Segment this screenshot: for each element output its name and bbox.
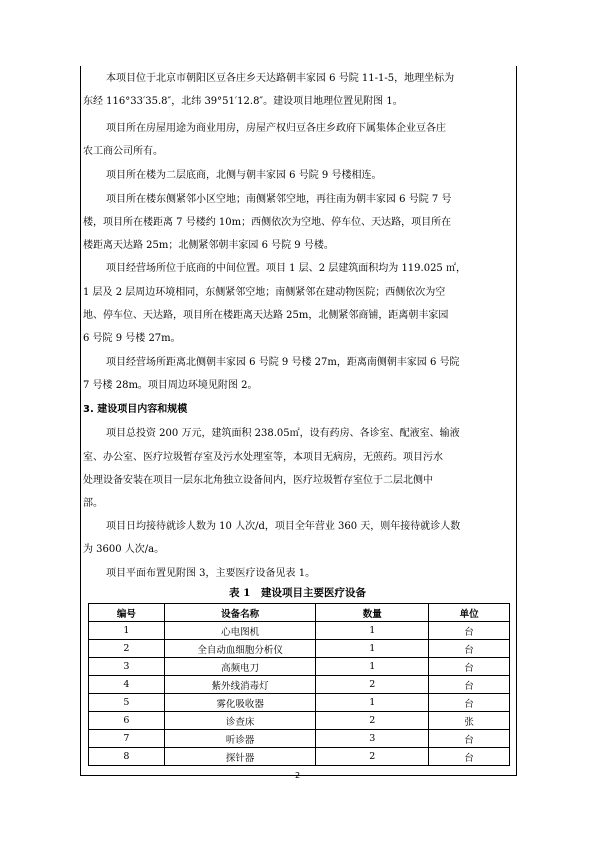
text-line: 1 层及 2 层周边环境相同，东侧紧邻空地；南侧紧邻在建动物医院；西侧依次为空 (83, 287, 446, 298)
text-line: 项目日均接待就诊人数为 10 人次/d，项目全年营业 360 天，则年接待就诊人数 (106, 521, 461, 532)
header-cell: 编号 (89, 604, 165, 622)
cell: 台 (429, 748, 510, 766)
table-row (89, 712, 510, 730)
text-line: 项目平面布置见附图 3，主要医疗设备见表 1。 (106, 568, 316, 579)
text-line: 7 号楼 28m。项目周边环境见附图 2。 (83, 380, 258, 391)
table-header-row (89, 604, 510, 622)
table-row (89, 658, 510, 676)
cell: 台 (429, 730, 510, 748)
text-line: 农工商公司所有。 (83, 146, 163, 157)
table-row (89, 676, 510, 694)
table-caption: 表 1 建设项目主要医疗设备 (229, 587, 366, 599)
cell: 诊查床 (164, 712, 316, 730)
cell: 3 (89, 658, 165, 676)
cell: 6 (89, 712, 165, 730)
cell: 台 (429, 622, 510, 640)
table-row (89, 640, 510, 658)
text-line: 处理设备安装在项目一层东北角独立设备间内，医疗垃圾暂存室位于二层北侧中 (83, 475, 433, 486)
text-line: 项目经营场所距离北侧朝丰家园 6 号院 9 号楼 27m，距离南侧朝丰家园 6 号院 (106, 357, 460, 368)
cell: 2 (89, 640, 165, 658)
header-cell: 数量 (316, 604, 429, 622)
cell: 张 (429, 712, 510, 730)
text-line: 部。 (83, 498, 103, 509)
cell: 2 (316, 748, 429, 766)
section-heading: 3. 建设项目内容和规模 (83, 404, 188, 415)
text-line: 室、办公室、医疗垃圾暂存室及污水处理室等，本项目无病房，无煎药。项目污水 (83, 452, 443, 463)
header-cell: 单位 (429, 604, 510, 622)
table-row (89, 748, 510, 766)
cell: 全自动血细胞分析仪 (164, 640, 316, 658)
cell: 台 (429, 658, 510, 676)
cell: 高频电刀 (164, 658, 316, 676)
text-line: 楼，项目所在楼距离 7 号楼约 10m；西侧依次为空地、停车位、天达路，项目所在 (83, 217, 452, 228)
cell: 7 (89, 730, 165, 748)
cell: 1 (316, 694, 429, 712)
cell: 5 (89, 694, 165, 712)
text-line: 东经 116°33′35.8″，北纬 39°51′12.8″。建设项目地理位置见附图 1。 (83, 96, 403, 107)
text-line: 项目经营场所位于底商的中间位置。项目 1 层、2 层建筑面积均为 119.025 ㎡， (106, 263, 466, 274)
cell: 8 (89, 748, 165, 766)
cell: 紫外线消毒灯 (164, 676, 316, 694)
cell: 探针器 (164, 748, 316, 766)
text-line: 项目所在房屋用途为商业用房，房屋产权归豆各庄乡政府下属集体企业豆各庄 (106, 123, 446, 134)
cell: 2 (316, 676, 429, 694)
text-line: 项目所在楼为二层底商，北侧与朝丰家园 6 号院 9 号楼相连。 (106, 170, 382, 181)
page-number: 2 (294, 771, 301, 780)
text-line: 楼距离天达路 25m；北侧紧邻朝丰家园 6 号院 9 号楼。 (83, 240, 334, 251)
text-line: 为 3600 人次/a。 (83, 544, 165, 555)
cell: 台 (429, 694, 510, 712)
cell: 1 (316, 640, 429, 658)
cell: 心电图机 (164, 622, 316, 640)
text-line: 本项目位于北京市朝阳区豆各庄乡天达路朝丰家园 6 号院 11-1-5，地理坐标为 (106, 73, 455, 84)
cell: 1 (89, 622, 165, 640)
cell: 1 (316, 622, 429, 640)
table-row (89, 622, 510, 640)
cell: 台 (429, 640, 510, 658)
text-line: 项目总投资 200 万元，建筑面积 238.05㎡，设有药房、各诊室、配液室、输液 (106, 428, 460, 439)
text-line: 地、停车位、天达路，项目所在楼距离天达路 25m，北侧紧邻商铺，距离朝丰家园 (83, 310, 449, 321)
header-cell: 设备名称 (164, 604, 316, 622)
cell: 雾化吸收器 (164, 694, 316, 712)
cell: 台 (429, 676, 510, 694)
cell: 4 (89, 676, 165, 694)
cell: 3 (316, 730, 429, 748)
cell: 2 (316, 712, 429, 730)
text-line: 6 号院 9 号楼 27m。 (83, 333, 181, 344)
table-row (89, 730, 510, 748)
cell: 1 (316, 658, 429, 676)
cell: 听诊器 (164, 730, 316, 748)
equipment-table (88, 603, 510, 766)
text-line: 项目所在楼东侧紧邻小区空地；南侧紧邻空地，再往南为朝丰家园 6 号院 7 号 (106, 194, 452, 205)
table-row (89, 694, 510, 712)
